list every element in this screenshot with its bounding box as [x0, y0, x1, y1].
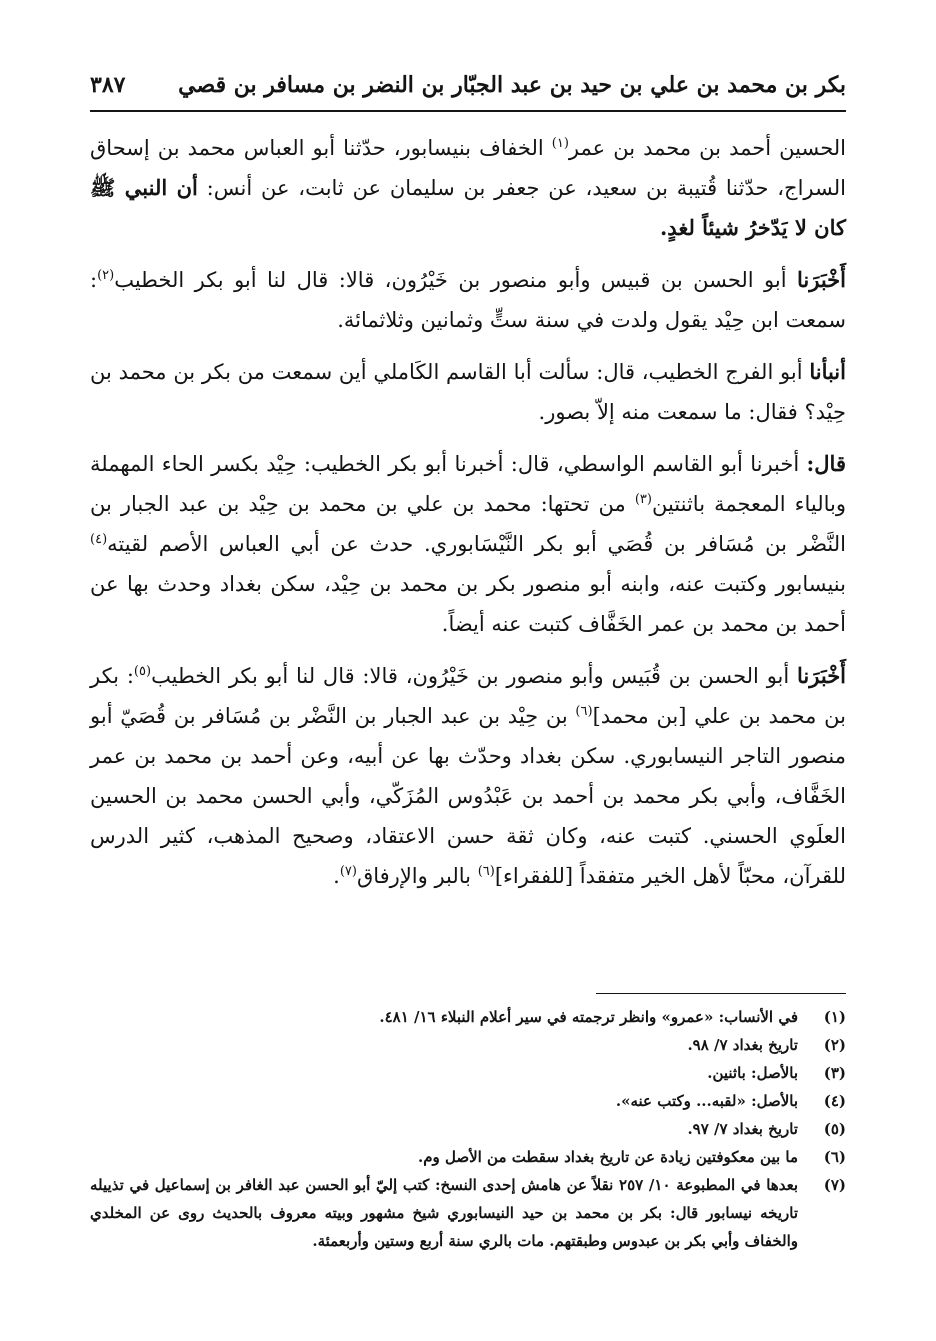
- para-text: أخبرنا أبو القاسم الواسطي، قال: أخبرنا أبو بكر الخطيب: حِيْد بكسر الحاء المهملة وبالياء المعجمة باثنتين: [90, 452, 846, 516]
- footnote-text: تاريخ بغداد ٧/ ٩٧.: [687, 1120, 798, 1138]
- footnote-ref: (٤): [90, 532, 108, 547]
- para-text: الخفاف بنيسابور، حدّثنا أبو العباس محمد بن إسحاق السراج، حدّثنا قُتيبة بن سعيد، عن جعفر بن سليمان عن ثابت، عن أنس:: [90, 136, 846, 200]
- footnote-number: (١): [823, 1008, 846, 1026]
- para-text: .: [333, 864, 340, 888]
- paragraph-4: [90, 444, 846, 644]
- footnote-7: [90, 1171, 846, 1255]
- footnote-6: [90, 1143, 846, 1171]
- lead-word: أَخْبَرَنا: [797, 267, 846, 292]
- para-text: أبو الفرج الخطيب، قال: سألت أبا القاسم الكَاملي أين سمعت من بكر بن محمد بن حِيْد؟ فقال: ما سمعت منه إلاّ بصور.: [90, 360, 846, 424]
- para-text: أبو الحسن بن قُبَيس وأبو منصور بن خَيْرُون، قالا: قال لنا أبو بكر الخطيب: [151, 664, 798, 688]
- lead-word: أنبأنا: [809, 359, 846, 384]
- footnote-number: (٢): [823, 1036, 846, 1054]
- footnote-2: [90, 1031, 846, 1059]
- lead-word: أَخْبَرَنا: [797, 663, 847, 688]
- footnote-number: (٣): [823, 1064, 846, 1082]
- footnote-ref: (٢): [97, 268, 115, 283]
- footnote-ref: (١): [551, 136, 569, 151]
- paragraph-1: [90, 128, 846, 248]
- footnote-text: في الأنساب: «عمرو» وانظر ترجمته في سير أعلام النبلاء ١٦/ ٤٨١.: [379, 1008, 798, 1026]
- footnote-number: (٤): [823, 1092, 846, 1110]
- footnote-text: بالأصل: باثنين.: [707, 1064, 798, 1082]
- footnote-ref: (٦): [575, 704, 593, 719]
- paragraph-2: [90, 260, 846, 340]
- footnote-number: (٥): [823, 1120, 846, 1138]
- footnote-4: [90, 1087, 846, 1115]
- footnote-number: (٦): [823, 1148, 846, 1166]
- footnote-text: بالأصل: «لقبه... وكتب عنه».: [615, 1092, 798, 1110]
- page-number: ٣٨٧: [90, 72, 126, 98]
- footnote-ref: (٦): [477, 864, 495, 879]
- footnote-text: تاريخ بغداد ٧/ ٩٨.: [687, 1036, 798, 1054]
- paragraph-5: [90, 656, 846, 896]
- para-text: بن حِيْد بن عبد الجبار بن النَّضْر بن مُسَافر بن قُصَيّ أبو منصور التاجر النيسابوري. سكن بغداد وحدّث بها عن أبيه، وعن أحمد بن محمد بن عمر الخَفَّاف، وأبي بكر محمد بن أحمد بن عَبْدُوس المُزَكّي، وأبي الحسن محمد بن الحسين العلَوي الحسني. كتبت عنه، وكان ثقة حسن الاعتقاد، وصحيح المذهب، كثير الدرس للقرآن، محبّاً لأهل الخير متفقداً [للفقراء]: [90, 704, 846, 888]
- footnote-1: [90, 1003, 846, 1031]
- main-text: [90, 128, 846, 908]
- footnote-ref: (٥): [133, 664, 152, 679]
- footnote-text: بعدها في المطبوعة ١٠/ ٢٥٧ نقلاً عن هامش إحدى النسخ: كتب إليّ أبو الحسن عبد الغافر بن إسماعيل في تذييله تاريخه نيسابور قال: بكر بن محمد بن حيد النيسابوري شيخ مشهور وبيته معروف بالحديث روى عن المخلدي والخفاف وأبي بكر بن عبدوس وطبقتهم. مات بالري سنة أربع وستين وأربعمئة.: [90, 1176, 798, 1250]
- para-text: من تحتها: محمد بن علي بن محمد بن حِيْد بن عبد الجبار بن النَّضْر بن مُسَافر بن قُصَي أبو بكر النَّيْسَابوري. حدث عن أبي العباس الأصم لقيته: [90, 492, 846, 556]
- footnotes: [90, 1003, 846, 1255]
- footnote-3: [90, 1059, 846, 1087]
- footnote-divider: [596, 993, 846, 994]
- footnote-ref: (٧): [339, 864, 357, 879]
- para-text: بنيسابور وكتبت عنه، وابنه أبو منصور بكر بن محمد بن حِيْد، سكن بغداد وحدث بها عن أحمد بن محمد بن عمر الخَفَّاف كتبت عنه أيضاً.: [90, 572, 846, 636]
- page-header: [90, 70, 846, 112]
- para-text: : سمعت ابن حِيْد يقول ولدت في سنة ستٍّ وثمانين وثلاثمائة.: [90, 268, 846, 332]
- running-title: بكر بن محمد بن علي بن حيد بن عبد الجبّار بن النضر بن مسافر بن قصي: [178, 72, 846, 98]
- footnote-ref: (٣): [634, 492, 652, 507]
- footnote-5: [90, 1115, 846, 1143]
- para-text: : بكر بن محمد بن علي [بن محمد]: [90, 664, 846, 728]
- para-text: الحسين أحمد بن محمد بن عمر: [568, 136, 846, 160]
- para-text: أبو الحسن بن قبيس وأبو منصور بن خَيْرُون، قالا: قال لنا أبو بكر الخطيب: [114, 268, 798, 292]
- hadith-text: أن النبي ﷺ كان لا يَدّخرُ شيئاً لغدٍ.: [90, 175, 846, 240]
- para-text: بالبر والإرفاق: [356, 864, 478, 888]
- footnote-text: ما بين معكوفتين زيادة عن تاريخ بغداد سقطت من الأصل وم.: [418, 1148, 798, 1166]
- paragraph-3: [90, 352, 846, 432]
- footnote-number: (٧): [823, 1176, 846, 1194]
- lead-word: قال:: [806, 451, 846, 476]
